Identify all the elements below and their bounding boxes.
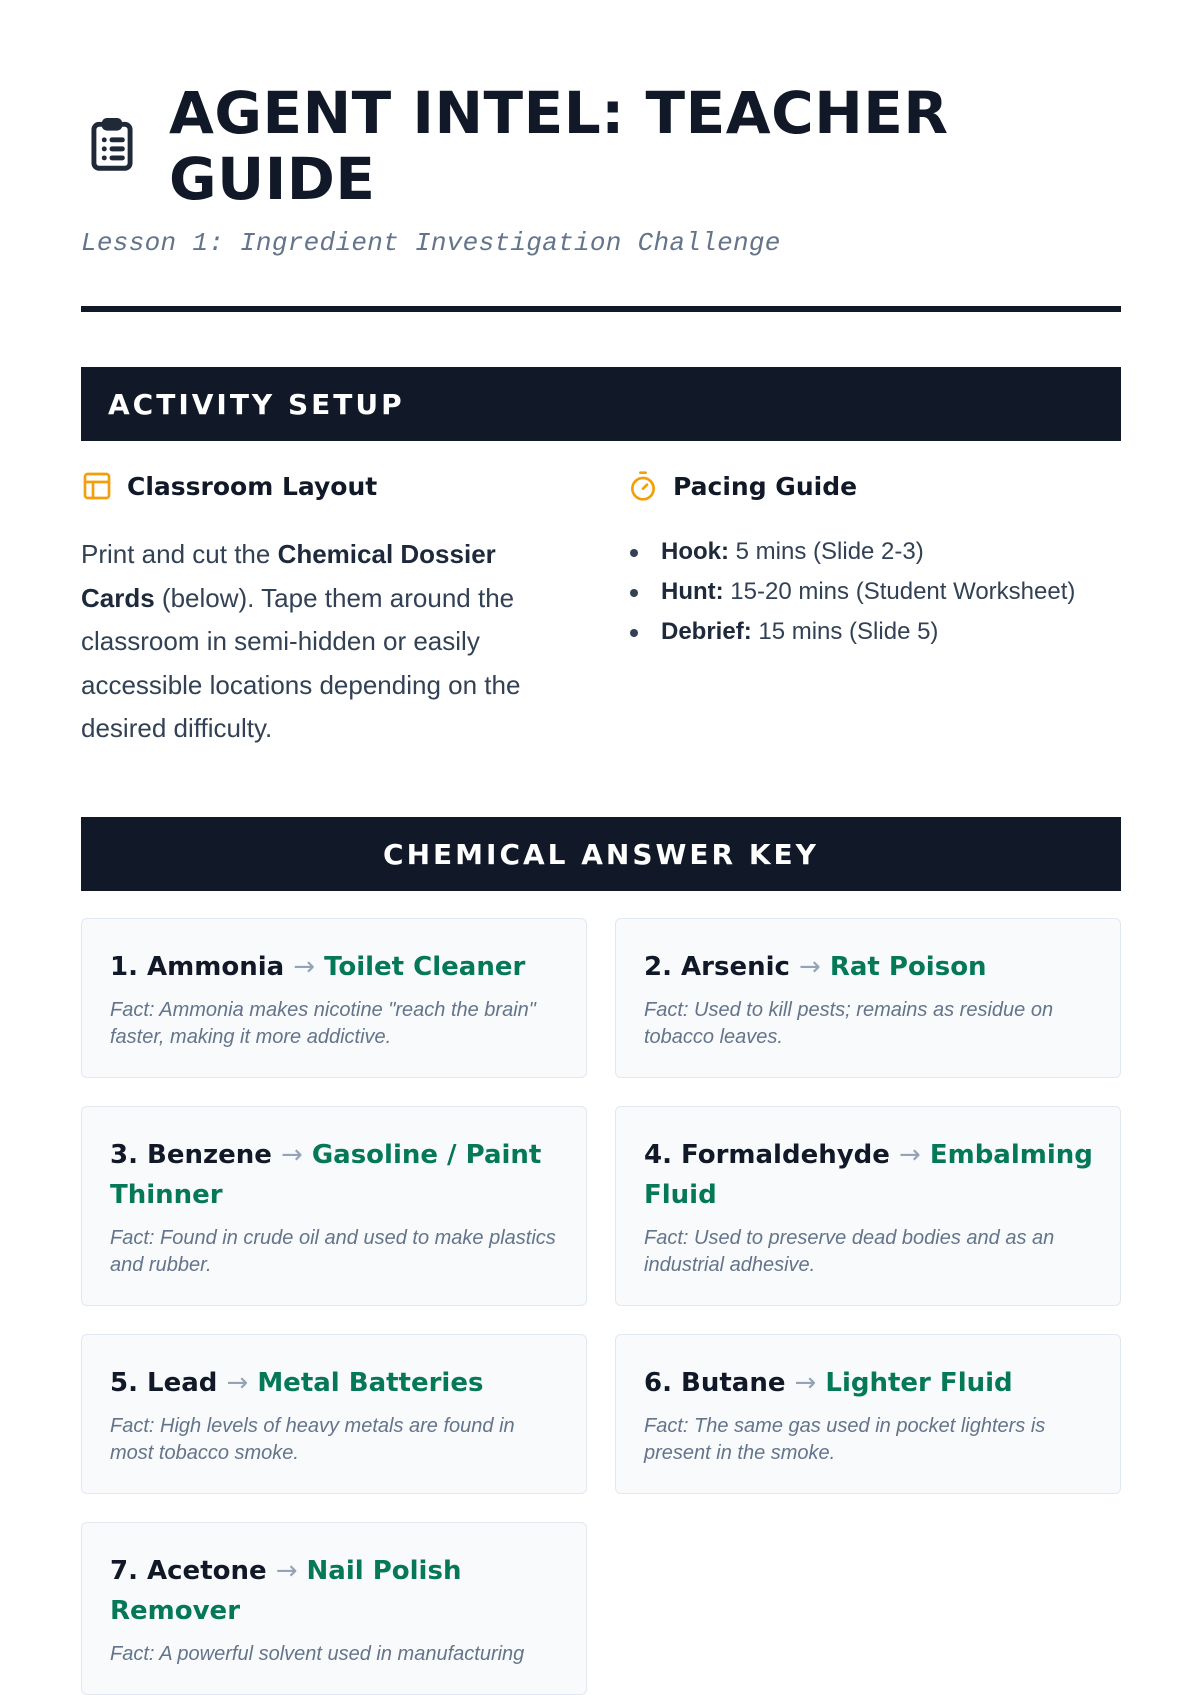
card-fact: Fact: Found in crude oil and used to make plastics and rubber.: [110, 1227, 556, 1276]
arrow-right-icon: →: [226, 1368, 249, 1398]
answer-card: [615, 918, 1121, 1078]
card-chemical: 2. Arsenic: [644, 952, 790, 982]
answer-card: [81, 918, 587, 1078]
layout-icon: [81, 470, 113, 502]
card-answer: Toilet Cleaner: [324, 952, 526, 982]
classroom-layout-text: Print and cut the Chemical Dossier Cards (below). Tape them around the classroom in semi-hidden or easily accessible locations depending on the desired difficulty.: [81, 539, 521, 743]
arrow-right-icon: →: [898, 1140, 921, 1170]
clipboard-list-icon: [81, 114, 143, 176]
card-fact: Fact: Used to preserve dead bodies and as an industrial adhesive.: [644, 1227, 1055, 1276]
answer-card: [615, 1106, 1121, 1306]
answer-key-heading: CHEMICAL ANSWER KEY: [81, 817, 1121, 891]
answer-card: [81, 1334, 587, 1494]
card-fact: Fact: High levels of heavy metals are found in most tobacco smoke.: [110, 1415, 515, 1464]
pacing-list: [627, 532, 1121, 652]
arrow-right-icon: →: [798, 952, 821, 982]
answer-key-cards: [81, 918, 1121, 1695]
stopwatch-icon: [627, 470, 659, 502]
card-fact: Fact: A powerful solvent used in manufacturing: [110, 1643, 525, 1665]
card-fact: Fact: The same gas used in pocket lighters is present in the smoke.: [644, 1415, 1046, 1464]
card-answer: Rat Poison: [829, 952, 987, 982]
pacing-guide-heading: [627, 470, 857, 502]
card-answer: Nail Polish Remover: [110, 1556, 462, 1626]
card-chemical: 1. Ammonia: [110, 952, 285, 982]
card-chemical: 5. Lead: [110, 1368, 218, 1398]
answer-card: [81, 1106, 587, 1306]
card-chemical: 7. Acetone: [110, 1556, 267, 1586]
card-chemical: 4. Formaldehyde: [644, 1140, 890, 1170]
card-answer: Metal Batteries: [257, 1368, 484, 1398]
arrow-right-icon: →: [275, 1556, 298, 1586]
title-divider: [81, 306, 1121, 312]
answer-card: [615, 1334, 1121, 1494]
arrow-right-icon: →: [293, 952, 316, 982]
card-answer: Lighter Fluid: [825, 1368, 1013, 1398]
page-title: AGENT INTEL: TEACHER GUIDE: [169, 79, 949, 213]
arrow-right-icon: →: [794, 1368, 817, 1398]
card-chemical: 6. Butane: [644, 1368, 786, 1398]
classroom-layout-title: Classroom Layout: [127, 471, 378, 501]
pacing-guide-title: Pacing Guide: [673, 471, 858, 501]
list-item: Hunt: 15-20 mins (Student Worksheet): [627, 572, 1121, 612]
activity-setup-heading: ACTIVITY SETUP: [81, 367, 1121, 441]
card-answer: Embalming Fluid: [644, 1140, 1093, 1210]
card-fact: Fact: Ammonia makes nicotine "reach the brain" faster, making it more addictive.: [110, 999, 536, 1048]
answer-card: [81, 1522, 587, 1695]
list-item: Hook: 5 mins (Slide 2-3): [627, 532, 1121, 572]
header: [81, 80, 1121, 212]
list-item: Debrief: 15 mins (Slide 5): [627, 612, 1121, 652]
card-chemical: 3. Benzene: [110, 1140, 272, 1170]
card-answer: Gasoline / Paint Thinner: [110, 1140, 542, 1210]
card-fact: Fact: Used to kill pests; remains as residue on tobacco leaves.: [644, 999, 1054, 1048]
classroom-layout-heading: [81, 470, 377, 502]
lesson-subtitle: Lesson 1: Ingredient Investigation Challenge: [81, 228, 781, 258]
arrow-right-icon: →: [280, 1140, 303, 1170]
